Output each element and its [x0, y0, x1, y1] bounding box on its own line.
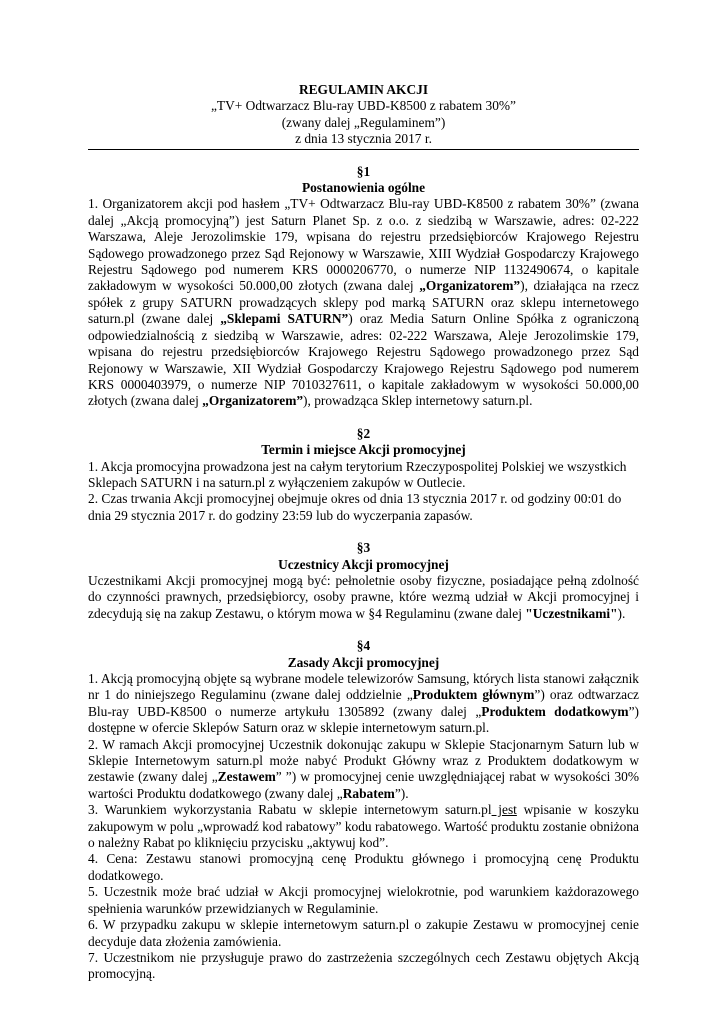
- section-4-paragraph-2: 2. W ramach Akcji promocyjnej Uczestnik dokonując zakupu w Sklepie Stacjonarnym Saturn lub w Sklepie Internetowym saturn.pl może nabyć Produkt Główny wraz z Produktem dodatkowym w zestawie (zwany dalej „Zestawem” ”) w promocyjnej cenie uwzględniającej rabat w wysokości 30% wartości Produktu dodatkowego (zwany dalej „Rabatem”).: [88, 736, 640, 801]
- section-3-title: Uczestnicy Akcji promocyjnej: [278, 556, 449, 572]
- section-4-paragraph-5: 5. Uczestnik może brać udział w Akcji promocyjnej wielokrotnie, pod warunkiem każdorazowego spełnienia warunków przewidzianych w Regulaminie.: [88, 884, 639, 916]
- section-2-paragraph-1: 1. Akcja promocyjna prowadzona jest na całym terytorium Rzeczypospolitej Polskiej we wszystkich Sklepach SATURN i na saturn.pl z wyłączeniem zakupów w Outlecie.: [88, 458, 627, 490]
- section-4-paragraph-4: 4. Cena: Zestawu stanowi promocyjną cenę Produktu głównego i promocyjną cenę Produktu dodatkowego.: [88, 851, 639, 883]
- section-4-paragraph-3: 3. Warunkiem wykorzystania Rabatu w sklepie internetowym saturn.pl jest wpisanie w koszyku zakupowym w polu „wprowadź kod rabatowy” kodu rabatowego. Wartość produktu zostanie obniżona o należny Rabat po kliknięciu przycisku „aktywuj kod”.: [88, 802, 639, 851]
- document-alias: (zwany dalej „Regulaminem”): [281, 114, 446, 130]
- section-2-title: Termin i miejsce Akcji promocyjnej: [261, 442, 466, 458]
- section-1-number: §1: [356, 163, 371, 179]
- document-title: REGULAMIN AKCJI: [298, 82, 429, 97]
- section-1-paragraph: 1. Organizatorem akcji pod hasłem „TV+ Odtwarzacz Blu-ray UBD-K8500 z rabatem 30%” (zwana dalej „Akcją promocyjną”) jest Saturn Planet Sp. z o.o. z siedzibą w Warszawie, adres: 02-222 Warszawa, Aleje Jerozolimskie 179, wpisana do rejestru przedsiębiorców Krajowego Rejestru Sądowego prowadzonego przez Sąd Rejonowy w Warszawie, XIII Wydział Gospodarczy Krajowego Rejestru Sądowego pod numerem KRS 0000206770, o numerze NIP 1132490674, o kapitale zakładowym w wysokości 50.000,00 złotych (zwana dalej „Organizatorem”), działająca na rzecz spółek z grupy SATURN prowadzących sklepy pod marką SATURN oraz sklepu internetowego saturn.pl (zwane dalej „Sklepami SATURN”) oraz Media Saturn Online Spółka z ograniczoną odpowiedzialnością z siedzibą w Warszawie, adres: 02-222 Warszawa, Aleje Jerozolimskie 179, wpisana do rejestru przedsiębiorców Krajowego Rejestru Sądowego prowadzonego przez Sąd Rejonowy w Warszawie, XII Wydział Gospodarczy Krajowego Rejestru Sądowego pod numerem KRS 0000403979, o numerze NIP 7010327611, o kapitale zakładowym w wysokości 50.000,00 złotych (zwana dalej „Organizatorem”), prowadząca Sklep internetowy saturn.pl.: [88, 196, 639, 409]
- section-4-paragraph-6: 6. W przypadku zakupu w sklepie internetowym saturn.pl o zakupie Zestawu w promocyjnej cenie decyduje data złożenia zamówienia.: [88, 917, 639, 949]
- section-2-paragraph-2: 2. Czas trwania Akcji promocyjnej obejmuje okres od dnia 13 stycznia 2017 r. od godziny 00:01 do dnia 29 stycznia 2017 r. do godziny 23:59 lub do wyczerpania zapasów.: [88, 491, 622, 523]
- document-header: [88, 82, 639, 148]
- header-divider: [88, 149, 639, 150]
- section-4-number: §4: [356, 638, 371, 654]
- section-4-paragraph-7: 7. Uczestnikom nie przysługuje prawo do zastrzeżenia szczególnych cech Zestawu objętych Akcją promocyjną.: [88, 949, 639, 982]
- section-4-title: Zasady Akcji promocyjnej: [287, 654, 440, 670]
- section-1-title: Postanowienia ogólne: [301, 180, 426, 196]
- section-3-paragraph: Uczestnikami Akcji promocyjnej mogą być: pełnoletnie osoby fizyczne, posiadające pełną zdolność do czynności prawnych, przedsiębiorcy, osoby prawne, które wezmą udział w Akcji promocyjnej i zdecydują się na zakup Zestawu, o którym mowa w §4 Regulaminu (zwane dalej "Uczestnikami").: [88, 572, 639, 621]
- section-3-number: §3: [356, 540, 371, 556]
- document-date: z dnia 13 stycznia 2017 r.: [295, 131, 432, 147]
- section-4-paragraph-1: 1. Akcją promocyjną objęte są wybrane modele telewizorów Samsung, których lista stanowi załącznik nr 1 do niniejszego Regulaminu (zwane dalej oddzielnie „Produktem głównym”) oraz odtwarzacz Blu-ray UBD-K8500 o numerze artykułu 1305892 (zwany dalej „Produktem dodatkowym”) dostępne w ofercie Sklepów Saturn oraz w sklepie internetowym saturn.pl.: [88, 671, 639, 736]
- document-page: [88, 82, 639, 983]
- document-subtitle: „TV+ Odtwarzacz Blu-ray UBD-K8500 z rabatem 30%”: [210, 98, 516, 114]
- section-2-number: §2: [356, 425, 371, 441]
